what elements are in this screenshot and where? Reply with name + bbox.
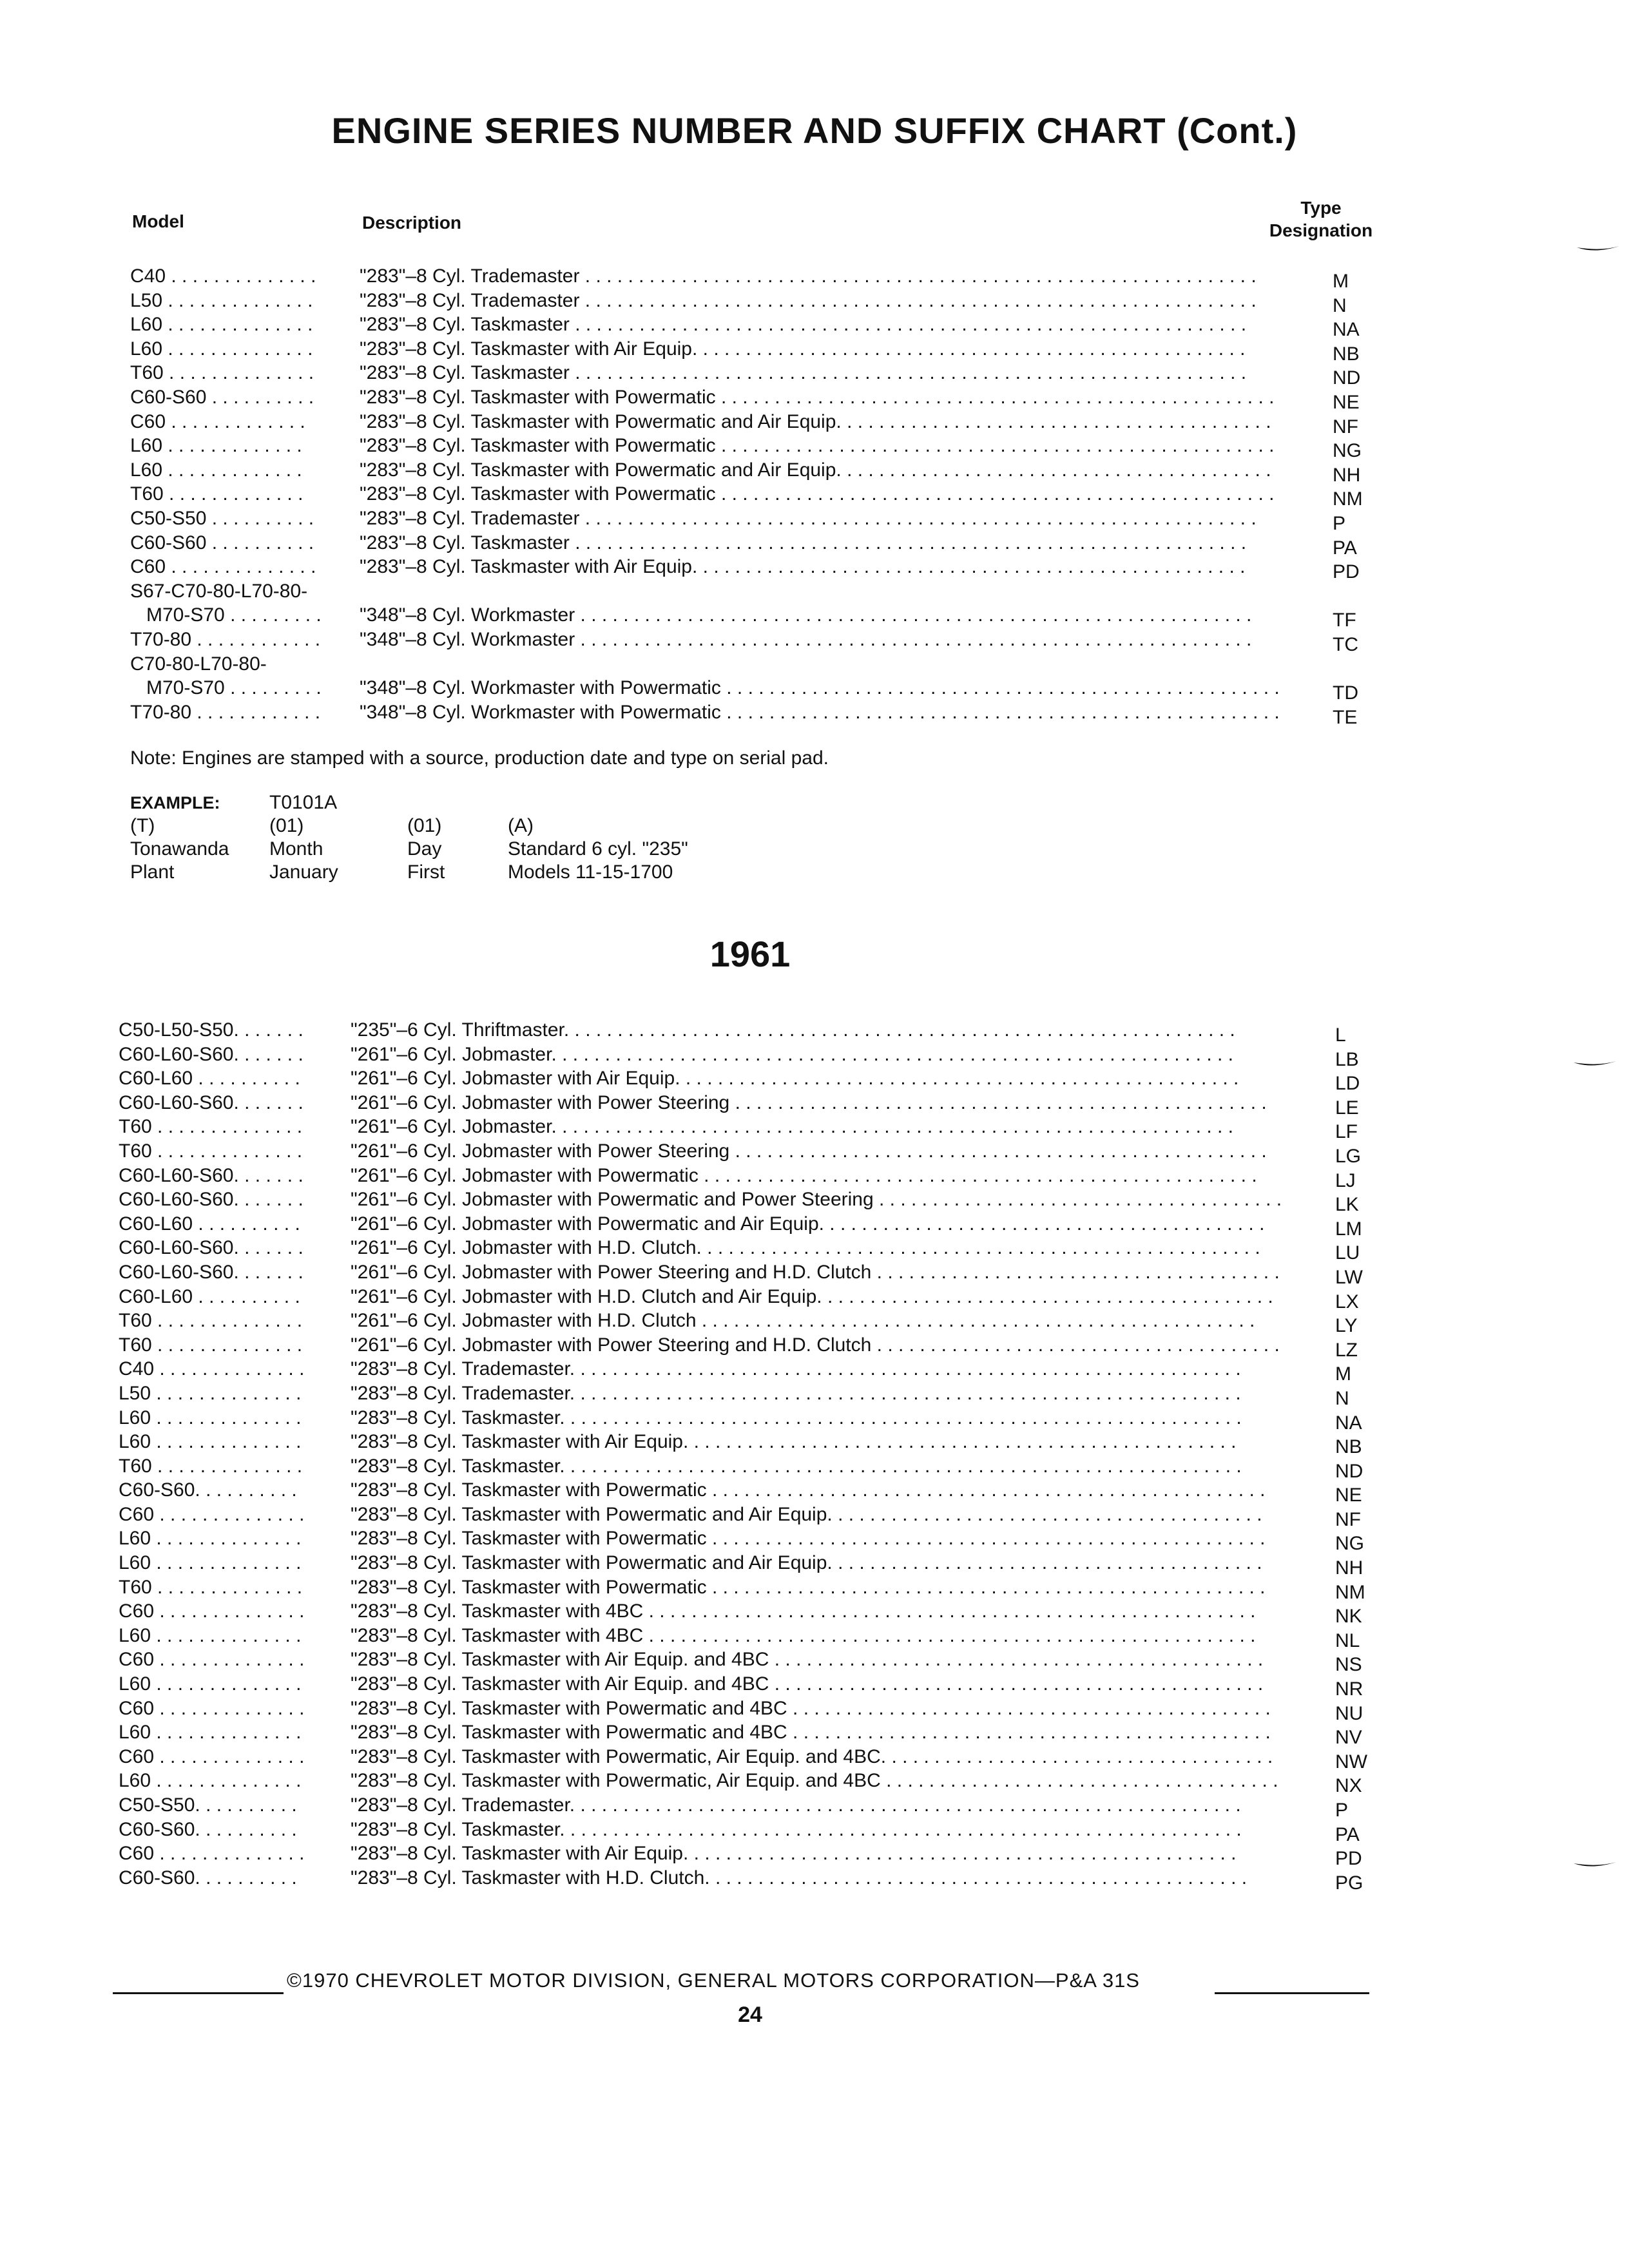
section1-model-cell: L60 . . . . . . . . . . . . . .	[130, 338, 313, 360]
section1-description-cell: "283"–8 Cyl. Taskmaster with Air Equip. . . . . . . . . . . . . . . . . . . . . . . . . . . . . . . . . . . . . . . . . . . . . . . . . . . .	[360, 338, 1246, 360]
section2-type-code-cell: LX	[1335, 1291, 1359, 1312]
section2-description-cell: "283"–8 Cyl. Taskmaster with Powermatic and 4BC . . . . . . . . . . . . . . . . . . . . . . . . . . . . . . . . . . . . . . . . . . . . .	[351, 1697, 1271, 1719]
section2-row	[0, 1866, 1629, 1894]
section1-row	[0, 676, 1629, 704]
section2-model-cell: C60 . . . . . . . . . . . . . .	[119, 1503, 305, 1525]
section1-row	[0, 312, 1629, 341]
section1-type-code-cell: TD	[1333, 682, 1358, 704]
section2-row	[0, 1624, 1629, 1651]
section2-type-code-cell: LK	[1335, 1194, 1359, 1216]
example-day-col	[407, 814, 445, 884]
section2-row	[0, 1745, 1629, 1773]
example-col3-2: First	[407, 861, 445, 883]
section2-row	[0, 1187, 1629, 1216]
section2-row	[0, 1139, 1629, 1167]
section1-row	[0, 555, 1629, 583]
section1-row	[0, 506, 1629, 534]
section2-type-code-cell: NM	[1335, 1581, 1365, 1603]
section1-description-cell: "283"–8 Cyl. Taskmaster with Powermatic . . . . . . . . . . . . . . . . . . . . . . . . . . . . . . . . . . . . . . . . . . . . . . . . . . . .	[360, 386, 1275, 408]
section1-model-cell: L60 . . . . . . . . . . . . .	[130, 435, 302, 457]
section1-description-cell: "283"–8 Cyl. Taskmaster . . . . . . . . . . . . . . . . . . . . . . . . . . . . . . . . . . . . . . . . . . . . . . . . . . . . . . . . . . . . . . .	[360, 362, 1247, 384]
section2-type-code-cell: LZ	[1335, 1339, 1358, 1361]
section1-model-cell: C60-S60 . . . . . . . . . .	[130, 532, 314, 553]
section1-model-cell: C60 . . . . . . . . . . . . . .	[130, 556, 316, 578]
punch-hole-mark-top	[1576, 245, 1621, 254]
section1-model-cell: T70-80 . . . . . . . . . . . .	[130, 701, 321, 723]
example-label-col	[130, 791, 229, 884]
section1-type-code-cell: NM	[1333, 488, 1363, 510]
section2-description-cell: "283"–8 Cyl. Taskmaster with H.D. Clutch. . . . . . . . . . . . . . . . . . . . . . . . . . . . . . . . . . . . . . . . . . . . . . . . . . .	[351, 1867, 1248, 1888]
section1-row	[0, 458, 1629, 486]
section2-row	[0, 1430, 1629, 1458]
section2-type-code-cell: PA	[1335, 1823, 1360, 1845]
example-col4-2: Models 11-15-1700	[508, 861, 673, 883]
section1-description-cell: "283"–8 Cyl. Taskmaster with Air Equip. . . . . . . . . . . . . . . . . . . . . . . . . . . . . . . . . . . . . . . . . . . . . . . . . . . .	[360, 556, 1246, 578]
section2-description-cell: "283"–8 Cyl. Taskmaster with 4BC . . . . . . . . . . . . . . . . . . . . . . . . . . . . . . . . . . . . . . . . . . . . . . . . . . . . . . . . .	[351, 1624, 1256, 1646]
example-type-col	[508, 814, 688, 884]
section2-description-cell: "261"–6 Cyl. Jobmaster with H.D. Clutch. . . . . . . . . . . . . . . . . . . . . . . . . . . . . . . . . . . . . . . . . . . . . . . . . . . . .	[351, 1237, 1260, 1259]
section2-row	[0, 1793, 1629, 1821]
section2-row	[0, 1018, 1629, 1046]
section2-description-cell: "283"–8 Cyl. Taskmaster with Powermatic . . . . . . . . . . . . . . . . . . . . . . . . . . . . . . . . . . . . . . . . . . . . . . . . . . . .	[351, 1576, 1266, 1598]
section2-type-code-cell: LF	[1335, 1121, 1358, 1143]
section2-model-cell: C60-S60. . . . . . . . . .	[119, 1867, 297, 1888]
section2-description-cell: "283"–8 Cyl. Trademaster. . . . . . . . . . . . . . . . . . . . . . . . . . . . . . . . . . . . . . . . . . . . . . . . . . . . . . . . . . . . . . .	[351, 1794, 1241, 1816]
section1-description-cell: "283"–8 Cyl. Taskmaster with Powermatic . . . . . . . . . . . . . . . . . . . . . . . . . . . . . . . . . . . . . . . . . . . . . . . . . . . .	[360, 435, 1275, 457]
section2-model-cell: T60 . . . . . . . . . . . . . .	[119, 1455, 303, 1477]
section2-type-code-cell: NE	[1335, 1485, 1362, 1506]
section2-description-cell: "283"–8 Cyl. Taskmaster with 4BC . . . . . . . . . . . . . . . . . . . . . . . . . . . . . . . . . . . . . . . . . . . . . . . . . . . . . . . . .	[351, 1600, 1256, 1622]
section2-row	[0, 1043, 1629, 1070]
section1-type-code-cell: TE	[1333, 706, 1358, 728]
section2-model-cell: C60-L60-S60. . . . . . .	[119, 1043, 304, 1065]
section2-row	[0, 1526, 1629, 1555]
section1-model-cell: S67-C70-80-L70-80-	[130, 580, 308, 602]
section2-model-cell: T60 . . . . . . . . . . . . . .	[119, 1310, 303, 1332]
section2-type-code-cell: LG	[1335, 1145, 1362, 1167]
section2-description-cell: "261"–6 Cyl. Jobmaster with Power Steering and H.D. Clutch . . . . . . . . . . . . . . . . . . . . . . . . . . . . . . . . . . . . . .	[351, 1261, 1280, 1283]
section2-type-code-cell: NK	[1335, 1606, 1362, 1628]
page-number: 24	[738, 2003, 762, 2027]
section2-model-cell: T60 . . . . . . . . . . . . . .	[119, 1140, 303, 1162]
section2-type-code-cell: NU	[1335, 1702, 1364, 1724]
section2-description-cell: "261"–6 Cyl. Jobmaster. . . . . . . . . . . . . . . . . . . . . . . . . . . . . . . . . . . . . . . . . . . . . . . . . . . . . . . . . . . . . . . .	[351, 1043, 1233, 1065]
section2-model-cell: C60-L60-S60. . . . . . .	[119, 1091, 304, 1113]
section2-row	[0, 1769, 1629, 1797]
section1-type-code-cell: NA	[1333, 319, 1360, 341]
section1-row	[0, 652, 1629, 677]
section2-description-cell: "283"–8 Cyl. Taskmaster. . . . . . . . . . . . . . . . . . . . . . . . . . . . . . . . . . . . . . . . . . . . . . . . . . . . . . . . . . . . . . . .	[351, 1455, 1242, 1477]
section2-model-cell: C60 . . . . . . . . . . . . . .	[119, 1649, 305, 1671]
section2-description-cell: "261"–6 Cyl. Jobmaster with Powermatic and Power Steering . . . . . . . . . . . . . . . . . . . . . . . . . . . . . . . . . . . . . .	[351, 1189, 1282, 1211]
section2-model-cell: C50-L50-S50. . . . . . .	[119, 1019, 304, 1041]
example-month-col	[269, 791, 338, 884]
section2-type-code-cell: NV	[1335, 1727, 1362, 1749]
section2-type-code-cell: PD	[1335, 1848, 1362, 1870]
section2-description-cell: "283"–8 Cyl. Taskmaster. . . . . . . . . . . . . . . . . . . . . . . . . . . . . . . . . . . . . . . . . . . . . . . . . . . . . . . . . . . . . . . .	[351, 1818, 1242, 1840]
section1-type-code-cell: NF	[1333, 416, 1358, 437]
header-description: Description	[362, 213, 462, 233]
section1-type-code-cell: PA	[1333, 537, 1357, 559]
section1-row	[0, 264, 1629, 292]
section2-row	[0, 1357, 1629, 1385]
section2-description-cell: "283"–8 Cyl. Taskmaster with Air Equip. . . . . . . . . . . . . . . . . . . . . . . . . . . . . . . . . . . . . . . . . . . . . . . . . . . .	[351, 1431, 1237, 1453]
punch-hole-mark-middle	[1572, 1060, 1617, 1069]
section2-description-cell: "261"–6 Cyl. Jobmaster with Powermatic and Air Equip. . . . . . . . . . . . . . . . . . . . . . . . . . . . . . . . . . . . . . . . . .	[351, 1213, 1265, 1235]
section1-description-cell: "348"–8 Cyl. Workmaster with Powermatic . . . . . . . . . . . . . . . . . . . . . . . . . . . . . . . . . . . . . . . . . . . . . . . . . . . .	[360, 701, 1280, 723]
section2-description-cell: "283"–8 Cyl. Taskmaster with Air Equip. and 4BC . . . . . . . . . . . . . . . . . . . . . . . . . . . . . . . . . . . . . . . . . . . . . .	[351, 1673, 1264, 1695]
section1-model-cell: M70-S70 . . . . . . . . .	[130, 677, 322, 699]
section2-description-cell: "261"–6 Cyl. Jobmaster with H.D. Clutch and Air Equip. . . . . . . . . . . . . . . . . . . . . . . . . . . . . . . . . . . . . . . . . . .	[351, 1285, 1273, 1307]
section1-model-cell: C60-S60 . . . . . . . . . .	[130, 386, 314, 408]
section1-model-cell: C40 . . . . . . . . . . . . . .	[130, 265, 316, 287]
section2-model-cell: C60-L60 . . . . . . . . . .	[119, 1068, 300, 1090]
section1-description-cell: "283"–8 Cyl. Trademaster . . . . . . . . . . . . . . . . . . . . . . . . . . . . . . . . . . . . . . . . . . . . . . . . . . . . . . . . . . . . . . .	[360, 265, 1257, 287]
section2-row	[0, 1818, 1629, 1845]
example-col3-1: Day	[407, 838, 442, 860]
section2-model-cell: L60 . . . . . . . . . . . . . .	[119, 1552, 302, 1574]
footer	[113, 1969, 1369, 1995]
section2-model-cell: L60 . . . . . . . . . . . . . .	[119, 1431, 302, 1453]
section2-row	[0, 1841, 1629, 1870]
section2-type-code-cell: LD	[1335, 1073, 1360, 1095]
section2-row	[0, 1575, 1629, 1603]
section2-description-cell: "261"–6 Cyl. Jobmaster with Power Steering and H.D. Clutch . . . . . . . . . . . . . . . . . . . . . . . . . . . . . . . . . . . . . .	[351, 1334, 1280, 1356]
section2-description-cell: "283"–8 Cyl. Trademaster. . . . . . . . . . . . . . . . . . . . . . . . . . . . . . . . . . . . . . . . . . . . . . . . . . . . . . . . . . . . . . .	[351, 1358, 1241, 1380]
section2-model-cell: C60-L60-S60. . . . . . .	[119, 1261, 304, 1283]
section2-description-cell: "283"–8 Cyl. Taskmaster with Powermatic . . . . . . . . . . . . . . . . . . . . . . . . . . . . . . . . . . . . . . . . . . . . . . . . . . . .	[351, 1479, 1266, 1501]
section1-type-code-cell: NG	[1333, 440, 1362, 462]
section1-row	[0, 337, 1629, 365]
section1-row	[0, 531, 1629, 559]
section2-description-cell: "283"–8 Cyl. Taskmaster with Powermatic and Air Equip. . . . . . . . . . . . . . . . . . . . . . . . . . . . . . . . . . . . . . . . .	[351, 1552, 1262, 1574]
section2-type-code-cell: ND	[1335, 1460, 1364, 1482]
section2-type-code-cell: L	[1335, 1024, 1346, 1046]
example-col4-0: (A)	[508, 815, 534, 836]
section2-row	[0, 1599, 1629, 1628]
section2-model-cell: C60-L60-S60. . . . . . .	[119, 1164, 304, 1186]
section2-description-cell: "261"–6 Cyl. Jobmaster with Air Equip. . . . . . . . . . . . . . . . . . . . . . . . . . . . . . . . . . . . . . . . . . . . . . . . . . . . .	[351, 1068, 1239, 1090]
section2-type-code-cell: NW	[1335, 1751, 1367, 1773]
section2-row	[0, 1115, 1629, 1143]
section2-row	[0, 1212, 1629, 1240]
section1-description-cell: "283"–8 Cyl. Taskmaster . . . . . . . . . . . . . . . . . . . . . . . . . . . . . . . . . . . . . . . . . . . . . . . . . . . . . . . . . . . . . . .	[360, 532, 1247, 553]
section2-model-cell: C60 . . . . . . . . . . . . . .	[119, 1697, 305, 1719]
section2-model-cell: C60-L60 . . . . . . . . . .	[119, 1213, 300, 1235]
section2-row	[0, 1236, 1629, 1264]
section2-description-cell: "283"–8 Cyl. Taskmaster with Powermatic, Air Equip. and 4BC . . . . . . . . . . . . . . . . . . . . . . . . . . . . . . . . . . . . .	[351, 1770, 1278, 1792]
section2-model-cell: L60 . . . . . . . . . . . . . .	[119, 1673, 302, 1695]
section1-model-cell: L50 . . . . . . . . . . . . . .	[130, 289, 313, 311]
section1-model-cell: C60 . . . . . . . . . . . . .	[130, 410, 305, 432]
section1-model-cell: C50-S50 . . . . . . . . . .	[130, 507, 314, 529]
section2-type-code-cell: LU	[1335, 1242, 1360, 1264]
section2-model-cell: C60-S60. . . . . . . . . .	[119, 1818, 297, 1840]
header-model: Model	[132, 211, 184, 231]
section2-row	[0, 1720, 1629, 1749]
serial-note: Note: Engines are stamped with a source, production date and type on serial pad.	[130, 747, 829, 769]
punch-hole-mark-bottom	[1572, 1861, 1617, 1870]
section2-model-cell: T60 . . . . . . . . . . . . . .	[119, 1576, 303, 1598]
section2-row	[0, 1503, 1629, 1530]
year-heading: 1961	[709, 934, 791, 974]
header-type-line1: Type	[1300, 198, 1342, 218]
section2-description-cell: "283"–8 Cyl. Taskmaster with Powermatic, Air Equip. and 4BC. . . . . . . . . . . . . . . . . . . . . . . . . . . . . . . . . . . . .	[351, 1745, 1273, 1767]
section2-row	[0, 1309, 1629, 1337]
section1-type-code-cell: N	[1333, 294, 1347, 316]
section1-row	[0, 385, 1629, 413]
section1-type-code-cell: P	[1333, 512, 1346, 534]
header-type-line2: Designation	[1269, 220, 1373, 240]
section2-row	[0, 1285, 1629, 1312]
section2-model-cell: C60-L60 . . . . . . . . . .	[119, 1285, 300, 1307]
section2-type-code-cell: LE	[1335, 1097, 1359, 1119]
section2-type-code-cell: NA	[1335, 1412, 1362, 1434]
section2-description-cell: "283"–8 Cyl. Taskmaster with Powermatic . . . . . . . . . . . . . . . . . . . . . . . . . . . . . . . . . . . . . . . . . . . . . . . . . . . .	[351, 1528, 1266, 1550]
section2-model-cell: C60-L60-S60. . . . . . .	[119, 1237, 304, 1259]
section2-table	[0, 1018, 1629, 1894]
section2-description-cell: "283"–8 Cyl. Taskmaster with Powermatic and Air Equip. . . . . . . . . . . . . . . . . . . . . . . . . . . . . . . . . . . . . . . . .	[351, 1503, 1262, 1525]
header-type-designation	[1257, 197, 1385, 242]
section1-row	[0, 579, 1629, 604]
section1-description-cell: "283"–8 Cyl. Taskmaster with Powermatic . . . . . . . . . . . . . . . . . . . . . . . . . . . . . . . . . . . . . . . . . . . . . . . . . . . .	[360, 483, 1275, 505]
section2-type-code-cell: NR	[1335, 1678, 1364, 1700]
section2-description-cell: "235"–6 Cyl. Thriftmaster. . . . . . . . . . . . . . . . . . . . . . . . . . . . . . . . . . . . . . . . . . . . . . . . . . . . . . . . . . . . . . .	[351, 1019, 1235, 1041]
section2-type-code-cell: LB	[1335, 1048, 1359, 1070]
section2-description-cell: "283"–8 Cyl. Taskmaster. . . . . . . . . . . . . . . . . . . . . . . . . . . . . . . . . . . . . . . . . . . . . . . . . . . . . . . . . . . . . . . .	[351, 1407, 1242, 1428]
section2-type-code-cell: NH	[1335, 1557, 1364, 1579]
section1-row	[0, 434, 1629, 462]
section1-description-cell: "283"–8 Cyl. Taskmaster with Powermatic and Air Equip. . . . . . . . . . . . . . . . . . . . . . . . . . . . . . . . . . . . . . . . .	[360, 410, 1271, 432]
section1-type-code-cell: NE	[1333, 391, 1360, 413]
section1-model-cell: T60 . . . . . . . . . . . . .	[130, 483, 304, 505]
section2-model-cell: C60 . . . . . . . . . . . . . .	[119, 1745, 305, 1767]
section1-model-cell: T70-80 . . . . . . . . . . . .	[130, 628, 321, 650]
section2-description-cell: "261"–6 Cyl. Jobmaster with H.D. Clutch . . . . . . . . . . . . . . . . . . . . . . . . . . . . . . . . . . . . . . . . . . . . . . . . . . . .	[351, 1310, 1255, 1332]
section2-model-cell: L60 . . . . . . . . . . . . . .	[119, 1624, 302, 1646]
section1-model-cell: M70-S70 . . . . . . . . .	[130, 604, 322, 626]
section1-row	[0, 361, 1629, 389]
section2-row	[0, 1066, 1629, 1095]
example-col1-1: Tonawanda	[130, 838, 229, 860]
section1-description-cell: "348"–8 Cyl. Workmaster . . . . . . . . . . . . . . . . . . . . . . . . . . . . . . . . . . . . . . . . . . . . . . . . . . . . . . . . . . . . . . .	[360, 628, 1252, 650]
section1-model-cell: L60 . . . . . . . . . . . . .	[130, 459, 302, 481]
section2-model-cell: C60-S60. . . . . . . . . .	[119, 1479, 297, 1501]
section2-type-code-cell: PG	[1335, 1872, 1364, 1894]
section2-model-cell: C60 . . . . . . . . . . . . . .	[119, 1843, 305, 1865]
section2-type-code-cell: NG	[1335, 1533, 1364, 1555]
section2-type-code-cell: NB	[1335, 1436, 1362, 1458]
section1-table	[0, 264, 1629, 728]
section2-type-code-cell: NX	[1335, 1775, 1362, 1797]
section2-row	[0, 1260, 1629, 1288]
example-col2-1: Month	[269, 838, 323, 860]
section2-model-cell: C40 . . . . . . . . . . . . . .	[119, 1358, 305, 1380]
section1-description-cell: "283"–8 Cyl. Trademaster . . . . . . . . . . . . . . . . . . . . . . . . . . . . . . . . . . . . . . . . . . . . . . . . . . . . . . . . . . . . . . .	[360, 507, 1257, 529]
section2-description-cell: "261"–6 Cyl. Jobmaster with Powermatic . . . . . . . . . . . . . . . . . . . . . . . . . . . . . . . . . . . . . . . . . . . . . . . . . . . .	[351, 1164, 1257, 1186]
section2-model-cell: T60 . . . . . . . . . . . . . .	[119, 1116, 303, 1138]
footer-copyright: ©1970 CHEVROLET MOTOR DIVISION, GENERAL MOTORS CORPORATION—P&A 31S	[287, 1969, 1140, 1992]
section1-description-cell: "283"–8 Cyl. Taskmaster . . . . . . . . . . . . . . . . . . . . . . . . . . . . . . . . . . . . . . . . . . . . . . . . . . . . . . . . . . . . . . .	[360, 314, 1247, 336]
example-code: T0101A	[269, 792, 338, 813]
section2-model-cell: C50-S50. . . . . . . . . .	[119, 1794, 297, 1816]
section1-type-code-cell: NB	[1333, 343, 1360, 365]
example-label: EXAMPLE:	[130, 793, 220, 812]
section2-type-code-cell: NL	[1335, 1629, 1360, 1651]
section2-type-code-cell: LJ	[1335, 1169, 1356, 1191]
section2-description-cell: "261"–6 Cyl. Jobmaster with Power Steering . . . . . . . . . . . . . . . . . . . . . . . . . . . . . . . . . . . . . . . . . . . . . . . . . .	[351, 1140, 1267, 1162]
section2-model-cell: L60 . . . . . . . . . . . . . .	[119, 1407, 302, 1428]
footer-rule-right	[1215, 1992, 1369, 1994]
section1-type-code-cell: NH	[1333, 464, 1361, 486]
section1-model-cell: C70-80-L70-80-	[130, 653, 267, 675]
section1-row	[0, 289, 1629, 316]
section2-description-cell: "283"–8 Cyl. Trademaster. . . . . . . . . . . . . . . . . . . . . . . . . . . . . . . . . . . . . . . . . . . . . . . . . . . . . . . . . . . . . . .	[351, 1382, 1241, 1404]
section2-row	[0, 1164, 1629, 1191]
section2-row	[0, 1696, 1629, 1724]
example-col3-0: (01)	[407, 815, 442, 836]
section1-row	[0, 410, 1629, 437]
section1-model-cell: L60 . . . . . . . . . . . . . .	[130, 314, 313, 336]
section2-row	[0, 1381, 1629, 1409]
section2-row	[0, 1672, 1629, 1700]
section2-type-code-cell: P	[1335, 1800, 1349, 1821]
section2-description-cell: "283"–8 Cyl. Taskmaster with Powermatic and 4BC . . . . . . . . . . . . . . . . . . . . . . . . . . . . . . . . . . . . . . . . . . . . .	[351, 1722, 1271, 1744]
page-title: ENGINE SERIES NUMBER AND SUFFIX CHART (Cont.)	[331, 110, 1298, 151]
section2-description-cell: "283"–8 Cyl. Taskmaster with Air Equip. . . . . . . . . . . . . . . . . . . . . . . . . . . . . . . . . . . . . . . . . . . . . . . . . . . .	[351, 1843, 1237, 1865]
example-col4-1: Standard 6 cyl. "235"	[508, 838, 688, 860]
section2-row	[0, 1091, 1629, 1119]
section2-row	[0, 1333, 1629, 1361]
section1-description-cell: "283"–8 Cyl. Taskmaster with Powermatic and Air Equip. . . . . . . . . . . . . . . . . . . . . . . . . . . . . . . . . . . . . . . . .	[360, 459, 1271, 481]
section1-description-cell: "348"–8 Cyl. Workmaster with Powermatic . . . . . . . . . . . . . . . . . . . . . . . . . . . . . . . . . . . . . . . . . . . . . . . . . . . .	[360, 677, 1280, 699]
section2-model-cell: T60 . . . . . . . . . . . . . .	[119, 1334, 303, 1356]
section1-row	[0, 700, 1629, 728]
example-col2-0: (01)	[269, 815, 304, 836]
section2-model-cell: C60-L60-S60. . . . . . .	[119, 1189, 304, 1211]
section1-model-cell: T60 . . . . . . . . . . . . . .	[130, 362, 314, 384]
section1-description-cell: "348"–8 Cyl. Workmaster . . . . . . . . . . . . . . . . . . . . . . . . . . . . . . . . . . . . . . . . . . . . . . . . . . . . . . . . . . . . . . .	[360, 604, 1252, 626]
footer-rule-left	[113, 1992, 284, 1994]
section2-model-cell: L50 . . . . . . . . . . . . . .	[119, 1382, 302, 1404]
section2-row	[0, 1478, 1629, 1506]
section2-description-cell: "261"–6 Cyl. Jobmaster. . . . . . . . . . . . . . . . . . . . . . . . . . . . . . . . . . . . . . . . . . . . . . . . . . . . . . . . . . . . . . . .	[351, 1116, 1233, 1138]
example-col1-2: Plant	[130, 861, 175, 883]
section2-description-cell: "283"–8 Cyl. Taskmaster with Air Equip. and 4BC . . . . . . . . . . . . . . . . . . . . . . . . . . . . . . . . . . . . . . . . . . . . . .	[351, 1649, 1264, 1671]
section2-type-code-cell: LM	[1335, 1218, 1362, 1240]
section2-type-code-cell: N	[1335, 1387, 1349, 1409]
section2-model-cell: L60 . . . . . . . . . . . . . .	[119, 1722, 302, 1744]
section1-description-cell: "283"–8 Cyl. Trademaster . . . . . . . . . . . . . . . . . . . . . . . . . . . . . . . . . . . . . . . . . . . . . . . . . . . . . . . . . . . . . . .	[360, 289, 1257, 311]
example-col2-2: January	[269, 861, 338, 883]
section2-model-cell: C60 . . . . . . . . . . . . . .	[119, 1600, 305, 1622]
section2-type-code-cell: NS	[1335, 1654, 1362, 1676]
section2-type-code-cell: LY	[1335, 1315, 1358, 1337]
section1-type-code-cell: M	[1333, 271, 1349, 292]
example-col1-0: (T)	[130, 815, 155, 836]
section2-row	[0, 1551, 1629, 1579]
section2-row	[0, 1648, 1629, 1676]
section2-type-code-cell: NF	[1335, 1508, 1361, 1530]
section2-type-code-cell: LW	[1335, 1266, 1363, 1288]
section1-type-code-cell: ND	[1333, 367, 1361, 389]
section1-row	[0, 603, 1629, 631]
section1-type-code-cell: PD	[1333, 561, 1360, 583]
section2-row	[0, 1406, 1629, 1434]
section1-type-code-cell: TC	[1333, 633, 1358, 655]
section2-description-cell: "261"–6 Cyl. Jobmaster with Power Steering . . . . . . . . . . . . . . . . . . . . . . . . . . . . . . . . . . . . . . . . . . . . . . . . . .	[351, 1091, 1267, 1113]
section1-row	[0, 628, 1629, 655]
section1-row	[0, 482, 1629, 510]
section2-type-code-cell: M	[1335, 1363, 1351, 1385]
section1-type-code-cell: TF	[1333, 610, 1356, 631]
section2-model-cell: L60 . . . . . . . . . . . . . .	[119, 1528, 302, 1550]
section2-row	[0, 1454, 1629, 1482]
section2-model-cell: L60 . . . . . . . . . . . . . .	[119, 1770, 302, 1792]
